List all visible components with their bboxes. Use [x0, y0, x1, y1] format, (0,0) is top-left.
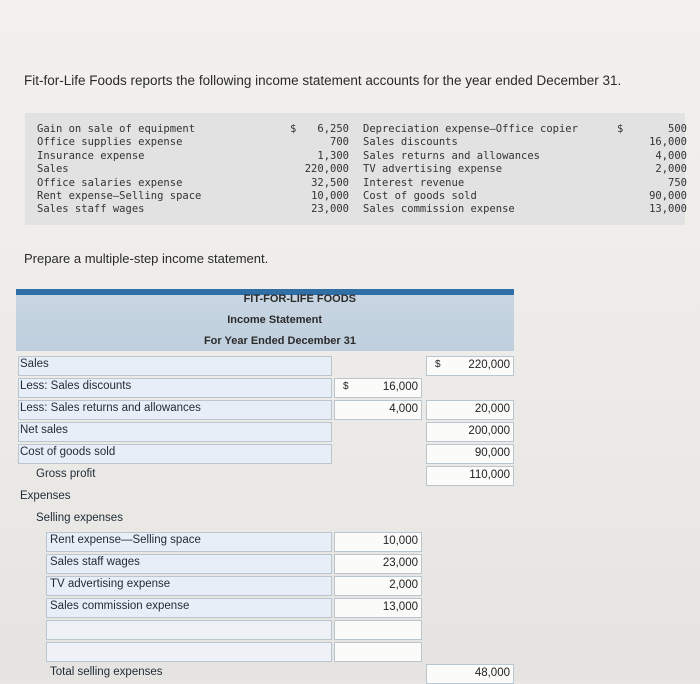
label-field[interactable]: [46, 642, 332, 662]
problem-intro: Fit-for-Life Foods reports the following income statement accounts for the year ended December 31.: [24, 73, 622, 88]
row-expenses: [16, 487, 516, 508]
row-sales-commission: [16, 597, 516, 618]
account-value: 1,300: [317, 149, 349, 162]
row-sales-staff-wages: [16, 553, 516, 574]
total-cell[interactable]: $ 220,000: [426, 356, 514, 376]
row-sales: [16, 355, 516, 376]
row-net-sales: [16, 421, 516, 442]
account-value: 90,000: [649, 189, 687, 202]
amount-cell[interactable]: 4,000: [334, 400, 422, 420]
account-value: 6,250: [317, 123, 349, 135]
row-cogs: [16, 443, 516, 464]
account-name: Insurance expense: [37, 149, 145, 162]
accounts-right-names: [363, 123, 578, 217]
accounts-list: [25, 113, 685, 225]
row-label: Total selling expenses: [50, 666, 163, 678]
total-cell[interactable]: 200,000: [426, 422, 514, 442]
label-field[interactable]: [46, 620, 332, 640]
row-label: Selling expenses: [36, 512, 123, 524]
total-cell[interactable]: 110,000: [426, 466, 514, 486]
account-value: 16,000: [649, 136, 687, 149]
row-rent-expense: [16, 531, 516, 552]
row-label: Less: Sales returns and allowances: [20, 402, 201, 414]
total-cell[interactable]: 20,000: [426, 400, 514, 420]
account-name: Sales commission expense: [363, 203, 515, 216]
amount-cell[interactable]: 10,000: [334, 532, 422, 552]
row-selling-expenses: [16, 509, 516, 530]
account-name: Interest revenue: [363, 176, 465, 189]
account-value: 10,000: [311, 189, 349, 202]
account-name: Office supplies expense: [37, 136, 183, 149]
amount-cell[interactable]: 2,000: [334, 576, 422, 596]
total-cell[interactable]: 48,000: [426, 664, 514, 684]
account-value: 4,000: [655, 149, 687, 162]
account-name: Sales staff wages: [37, 203, 145, 216]
row-label: Cost of goods sold: [20, 446, 116, 458]
row-label: Sales staff wages: [50, 556, 140, 568]
dollar-sign: $: [290, 123, 297, 135]
amount-cell[interactable]: $ 16,000: [334, 378, 422, 398]
accounts-right-values: [631, 123, 687, 217]
account-name: Sales discounts: [363, 136, 458, 149]
account-name: TV advertising expense: [363, 163, 503, 176]
amount-cell[interactable]: [334, 620, 422, 640]
statement-title: Income Statement: [227, 314, 322, 326]
row-label: Less: Sales discounts: [20, 380, 132, 392]
row-label: Sales commission expense: [50, 600, 190, 612]
statement-header: [16, 289, 514, 351]
amount-cell[interactable]: [334, 642, 422, 662]
account-name: Sales: [37, 163, 69, 176]
account-value: 23,000: [311, 203, 349, 216]
account-name: Gain on sale of equipment: [37, 123, 196, 135]
row-label: TV advertising expense: [50, 578, 171, 590]
row-label: Sales: [20, 358, 49, 370]
label-field[interactable]: [18, 356, 332, 376]
amount-cell[interactable]: 23,000: [334, 554, 422, 574]
row-label: Expenses: [20, 490, 71, 502]
row-label: Net sales: [20, 424, 68, 436]
account-value: 32,500: [311, 176, 349, 189]
account-value: 13,000: [649, 203, 687, 216]
account-value: 500: [668, 123, 687, 135]
company-name: FIT-FOR-LIFE FOODS: [243, 293, 356, 305]
row-gross-profit: [16, 465, 516, 486]
row-label: Rent expense—Selling space: [50, 534, 201, 546]
account-name: Office salaries expense: [37, 176, 183, 189]
row-blank: [16, 641, 516, 662]
row-tv-advertising: [16, 575, 516, 596]
dollar-sign: $: [617, 123, 624, 135]
account-value: 700: [330, 136, 349, 149]
account-name: Depreciation expense—Office copier: [363, 123, 578, 135]
row-blank: [16, 619, 516, 640]
account-value: 220,000: [304, 163, 349, 176]
accounts-left-values: [301, 123, 349, 217]
accounts-left-names: [37, 123, 201, 217]
account-name: Cost of goods sold: [363, 189, 477, 202]
row-sales-discounts: [16, 377, 516, 398]
statement-period: For Year Ended December 31: [203, 335, 356, 347]
instruction: Prepare a multiple-step income statement.: [24, 251, 269, 266]
account-name: Sales returns and allowances: [363, 149, 541, 162]
account-name: Rent expense—Selling space: [37, 189, 202, 202]
amount-cell[interactable]: 13,000: [334, 598, 422, 618]
total-cell[interactable]: 90,000: [426, 444, 514, 464]
row-sales-returns: [16, 399, 516, 420]
account-value: 750: [668, 176, 687, 189]
account-value: 2,000: [655, 163, 687, 176]
row-label: Gross profit: [36, 468, 96, 480]
